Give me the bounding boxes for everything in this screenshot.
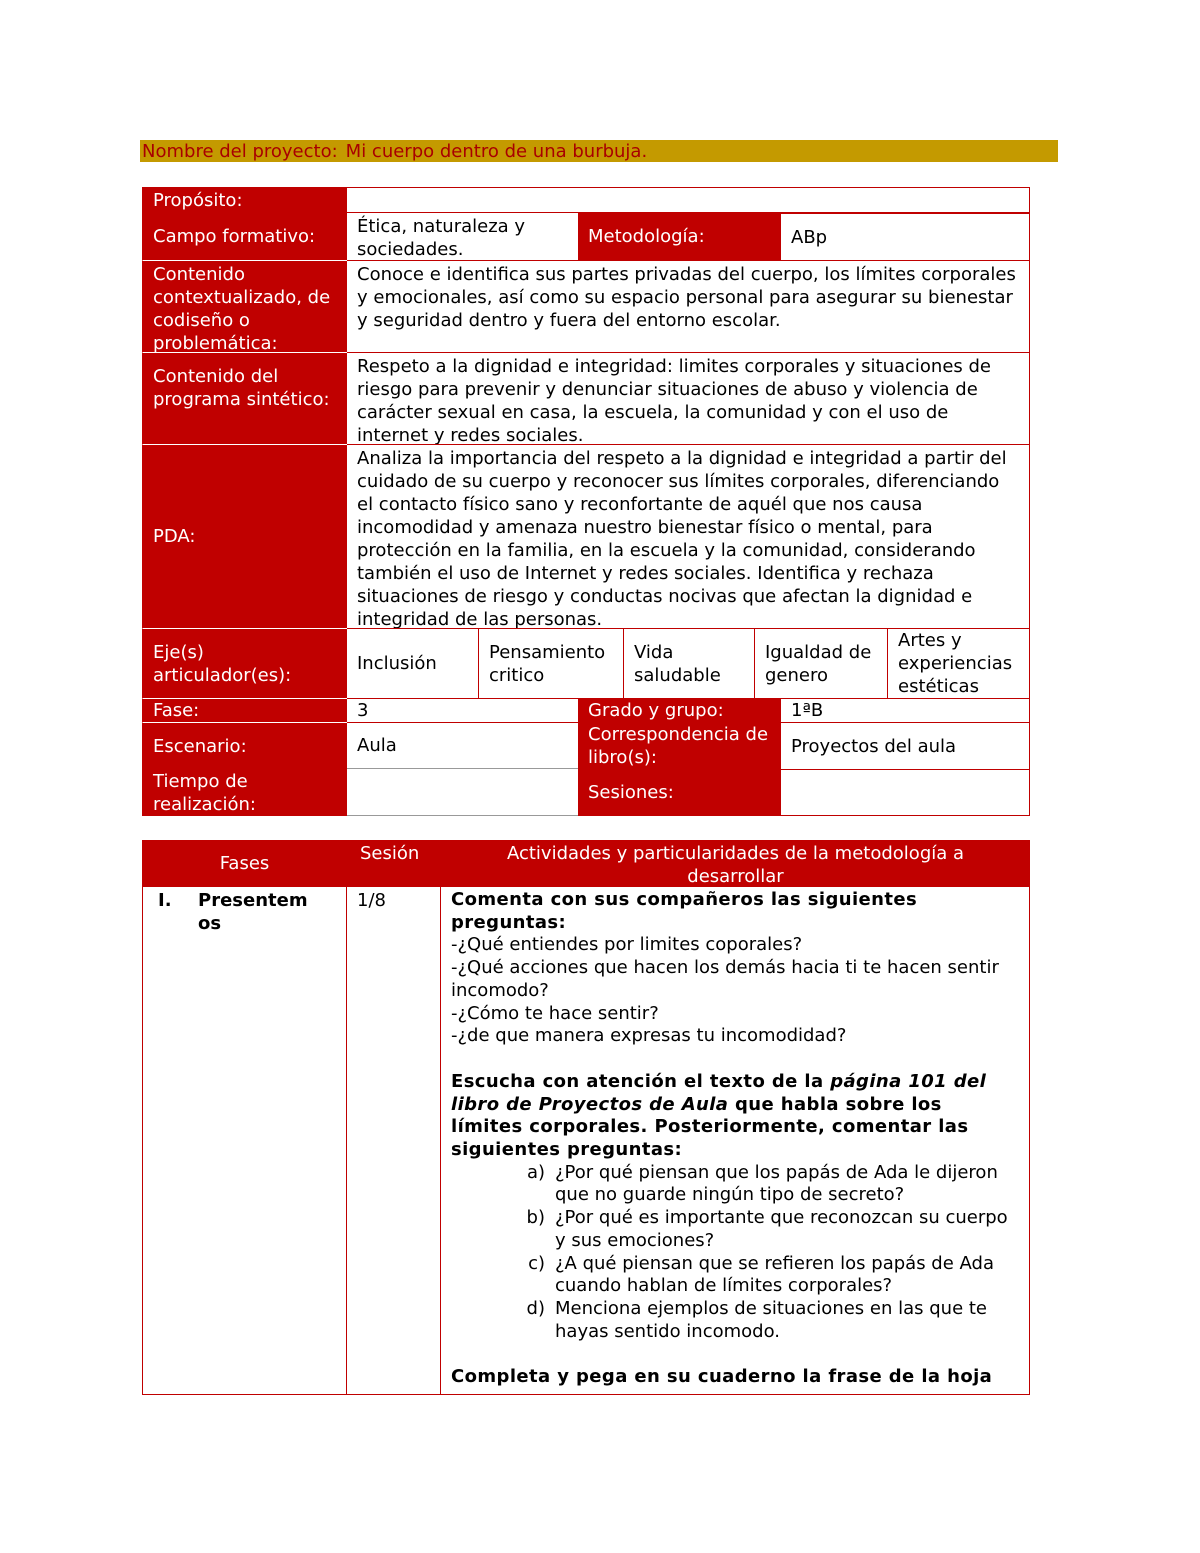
escenario-value: Aula — [347, 722, 578, 769]
eje-inclusion: Inclusión — [347, 628, 479, 698]
header-fases: Fases — [142, 840, 347, 887]
fase-label: Fase: — [142, 698, 347, 722]
list-marker: d) — [526, 1297, 545, 1319]
list-item — [451, 1298, 1019, 1343]
list-marker: b) — [526, 1207, 545, 1229]
question-1: -¿Qué entiendes por limites coporales? — [451, 934, 803, 956]
correspondencia-value: Proyectos del aula — [781, 722, 1030, 769]
list-marker: a) — [526, 1161, 545, 1183]
eje-artes-experiencias: Artes y experiencias estéticas — [888, 628, 1030, 698]
escenario-label: Escenario: — [142, 722, 347, 769]
campo-formativo-value: Ética, naturaleza y sociedades. — [347, 213, 578, 260]
proposito-value — [347, 187, 1030, 213]
fase-value: 3 — [347, 698, 578, 722]
listen-text-part-1: Escucha con atención el texto de la — [451, 1070, 831, 1092]
list-marker: c) — [528, 1252, 545, 1274]
sesiones-value — [781, 769, 1030, 816]
question-list — [451, 1162, 1019, 1344]
intro-instruction: Comenta con sus compañeros las siguientes preguntas: — [451, 889, 918, 933]
activities-cell — [441, 887, 1030, 1395]
ejes-label: Eje(s) articulador(es): — [142, 628, 347, 698]
project-title-bar — [140, 140, 1058, 162]
question-4: -¿de que manera expresas tu incomodidad? — [451, 1025, 847, 1047]
phase-cell — [142, 887, 347, 1395]
phase-number: I. — [158, 890, 172, 911]
project-name-label: Nombre del proyecto: — [142, 141, 338, 162]
question-2: -¿Qué acciones que hacen los demás hacia ti te hacen sentir incomodo? — [451, 957, 999, 1001]
list-item — [451, 1207, 1019, 1252]
project-name-value: Mi cuerpo dentro de una burbuja. — [345, 141, 648, 162]
eje-pensamiento-critico: Pensamiento critico — [479, 628, 624, 698]
proposito-label: Propósito: — [142, 187, 347, 213]
metodologia-label: Metodología: — [578, 213, 781, 260]
list-text: ¿A qué piensan que se refieren los papás de Ada cuando hablan de límites corporales? — [555, 1252, 994, 1297]
phase-name: Presentemos — [198, 890, 308, 934]
question-3: -¿Cómo te hace sentir? — [451, 1002, 659, 1024]
contenido-programa-value: Respeto a la dignidad e integridad: limites corporales y situaciones de riesgo para prevenir y denunciar situaciones de abuso y violencia de carácter sexual en casa, la escuela, la comunidad y con el uso de internet y redes sociales. — [347, 352, 1030, 444]
campo-formativo-label: Campo formativo: — [142, 213, 347, 260]
list-item — [451, 1162, 1019, 1207]
tiempo-value — [347, 769, 578, 816]
metodologia-value: ABp — [781, 213, 1030, 260]
eje-vida-saludable: Vida saludable — [624, 628, 755, 698]
grado-grupo-label: Grado y grupo: — [578, 698, 781, 722]
grado-grupo-value: 1ªB — [781, 698, 1030, 722]
list-text: ¿Por qué piensan que los papás de Ada le dijeron que no guarde ningún tipo de secreto? — [555, 1161, 998, 1206]
session-value: 1/8 — [357, 890, 386, 911]
tiempo-label: Tiempo de realización: — [142, 769, 347, 816]
list-text: Menciona ejemplos de situaciones en las que te hayas sentido incomodo. — [555, 1297, 987, 1342]
contenido-contextualizado-value: Conoce e identifica sus partes privadas del cuerpo, los límites corporales y emocionales, así como su espacio personal para asegurar su bienestar y seguridad dentro y fuera del entorno escolar. — [347, 260, 1030, 352]
listen-instruction — [451, 1071, 1019, 1162]
pda-value: Analiza la importancia del respeto a la dignidad e integridad a partir del cuidado de su cuerpo y reconocer sus límites corporales, diferenciando el contacto físico sano y reconfortante de aquél que nos causa incomodidad y amenaza nuestro bienestar físico o mental, para protección en la familia, en la escuela y la comunidad, considerando también el uso de Internet y redes sociales. Identifica y rechaza situaciones de riesgo y conductas nocivas que afectan la dignidad e integridad de las personas. — [347, 444, 1030, 628]
closing-instruction: Completa y pega en su cuaderno la frase de la hoja — [451, 1366, 993, 1388]
book-reference: página 101 del libro de Proyectos de Aula — [451, 1070, 987, 1115]
list-text: ¿Por qué es importante que reconozcan su cuerpo y sus emociones? — [555, 1207, 1008, 1251]
header-sesion: Sesión — [347, 840, 441, 887]
contenido-programa-label: Contenido del programa sintético: — [142, 352, 347, 444]
sesiones-label: Sesiones: — [578, 769, 781, 816]
correspondencia-label: Correspondencia de libro(s): — [578, 722, 781, 769]
contenido-contextualizado-label: Contenido contextualizado, de codiseño o problemática: — [142, 260, 347, 352]
listen-text-part-2: que habla sobre los límites corporales. Posteriormente, comentar las siguientes preguntas: — [451, 1093, 969, 1161]
eje-igualdad-genero: Igualdad de genero — [755, 628, 888, 698]
pda-label: PDA: — [142, 444, 347, 628]
session-cell — [347, 887, 441, 1395]
list-item — [451, 1253, 1019, 1298]
header-actividades: Actividades y particularidades de la metodología a desarrollar — [441, 840, 1030, 887]
